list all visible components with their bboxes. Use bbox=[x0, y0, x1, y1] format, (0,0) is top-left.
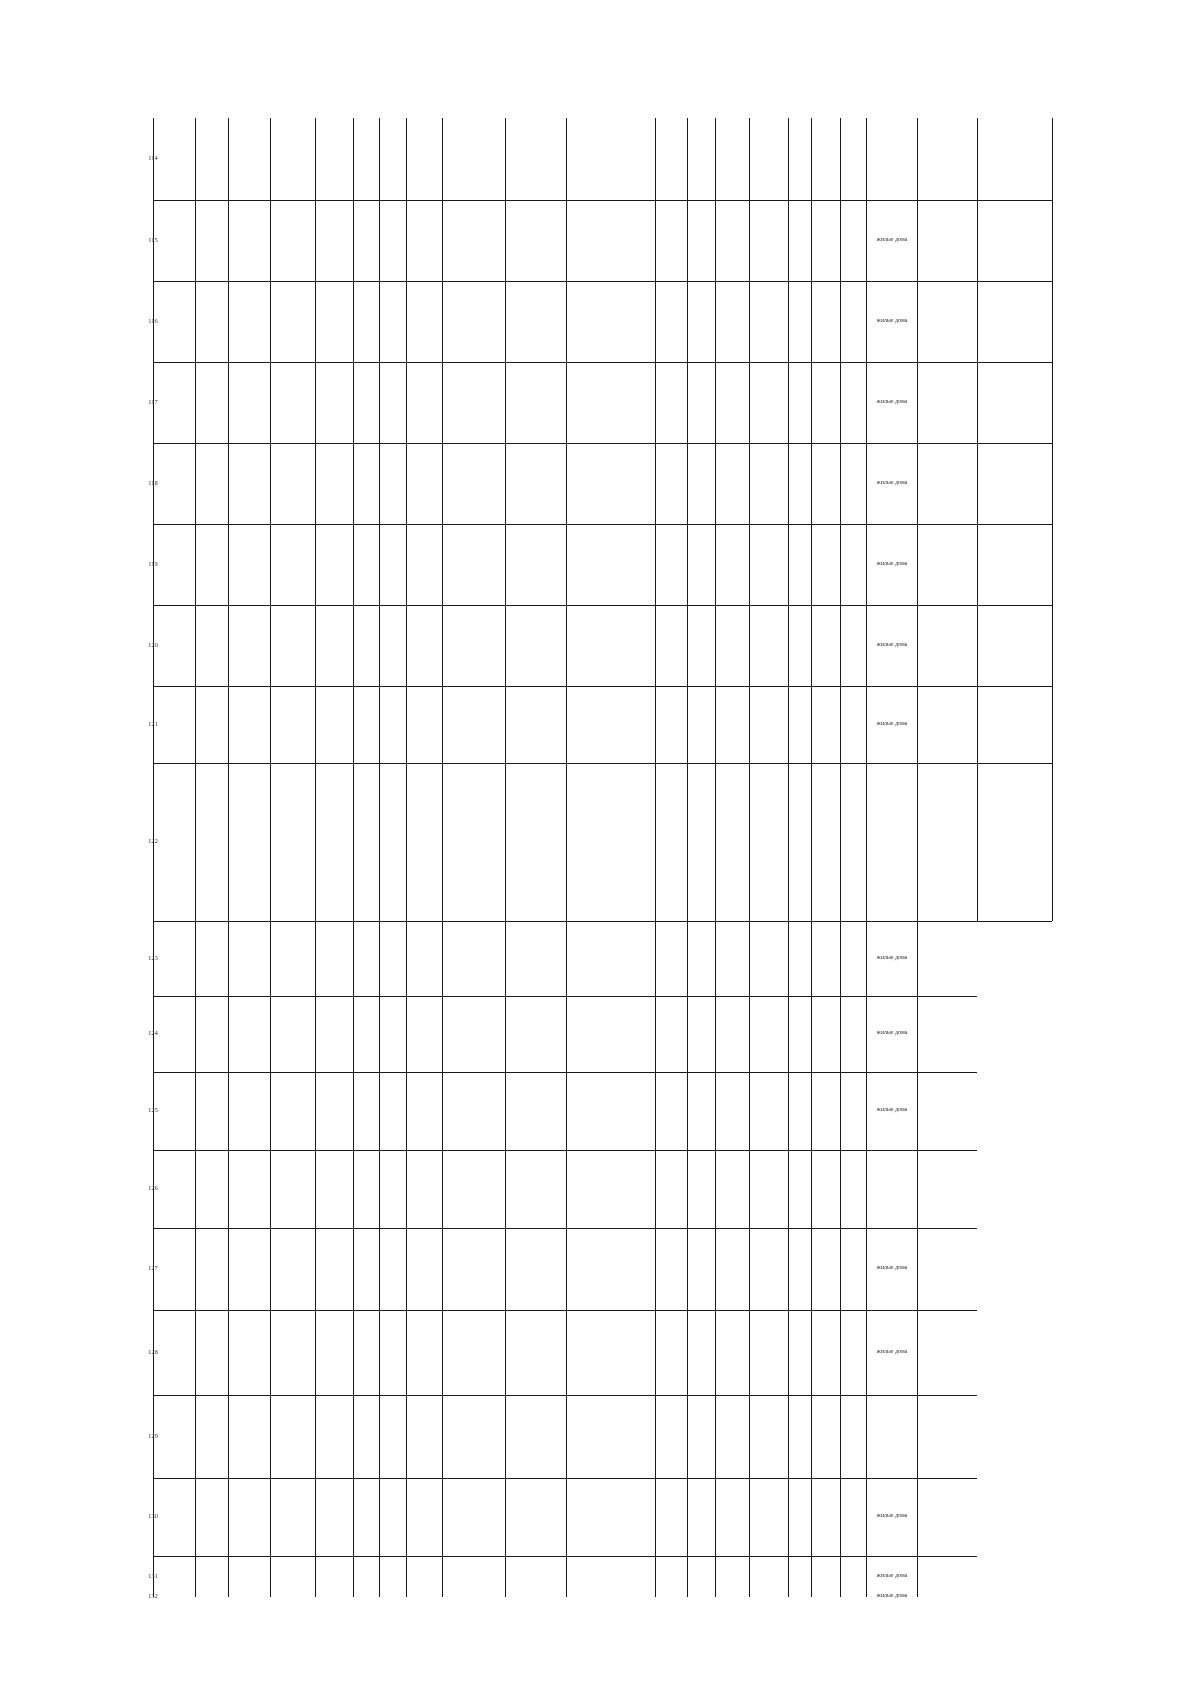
emission-sources: жилые дома bbox=[876, 236, 908, 243]
emission-sources: жилые дома bbox=[876, 479, 908, 486]
column-divider bbox=[315, 118, 316, 1597]
column-divider bbox=[270, 118, 271, 1597]
column-divider bbox=[1052, 118, 1053, 921]
row-divider bbox=[153, 1072, 977, 1073]
column-divider bbox=[749, 118, 750, 1597]
row-divider bbox=[153, 1478, 977, 1479]
column-divider bbox=[917, 118, 918, 1597]
column-divider bbox=[866, 118, 867, 1597]
emission-sources: жилые дома bbox=[876, 1348, 908, 1355]
row-divider bbox=[153, 605, 1052, 606]
column-divider bbox=[195, 118, 196, 1597]
column-divider bbox=[153, 118, 154, 1597]
emission-sources: жилые дома bbox=[876, 954, 908, 961]
emission-sources: жилые дома bbox=[876, 1107, 908, 1113]
row-number: 125 bbox=[148, 1107, 158, 1114]
emission-sources: жилые дома bbox=[876, 560, 908, 567]
row-number: 118 bbox=[148, 479, 158, 487]
row-number: 119 bbox=[148, 560, 158, 568]
column-divider bbox=[715, 118, 716, 1597]
row-number: 121 bbox=[148, 720, 158, 728]
row-divider bbox=[153, 1310, 977, 1311]
row-number: 128 bbox=[148, 1348, 158, 1356]
row-divider bbox=[153, 1556, 977, 1557]
emission-sources: жилые дома bbox=[876, 317, 908, 324]
row-divider bbox=[153, 1395, 977, 1396]
column-divider bbox=[406, 118, 407, 1597]
emission-sources: жилые дома bbox=[876, 1030, 908, 1036]
row-number: 127 bbox=[148, 1265, 158, 1272]
emission-sources: жилые дома bbox=[876, 1265, 908, 1271]
row-divider bbox=[153, 1150, 977, 1151]
emission-sources: жилые дома bbox=[876, 398, 908, 405]
column-divider bbox=[811, 118, 812, 1597]
column-divider bbox=[655, 118, 656, 1597]
row-number: 132 bbox=[148, 1593, 158, 1600]
row-number: 124 bbox=[148, 1030, 158, 1037]
row-number: 130 bbox=[148, 1513, 158, 1520]
column-divider bbox=[788, 118, 789, 1597]
row-divider bbox=[153, 524, 1052, 525]
emission-sources: жилые дома bbox=[876, 641, 908, 648]
row-number: 115 bbox=[148, 236, 158, 244]
column-divider bbox=[687, 118, 688, 1597]
column-divider bbox=[379, 118, 380, 1597]
row-number: 123 bbox=[148, 954, 158, 962]
column-divider bbox=[566, 118, 567, 1597]
column-divider bbox=[228, 118, 229, 1597]
row-number: 129 bbox=[148, 1432, 158, 1440]
column-divider bbox=[353, 118, 354, 1597]
row-divider bbox=[153, 763, 1052, 764]
row-divider bbox=[153, 281, 1052, 282]
emission-sources: жилые дома bbox=[876, 1513, 908, 1519]
row-number: 120 bbox=[148, 641, 158, 649]
column-divider bbox=[442, 118, 443, 1597]
row-divider bbox=[153, 1228, 977, 1229]
row-number: 131 bbox=[148, 1572, 158, 1580]
row-number: 122 bbox=[148, 838, 158, 845]
row-divider bbox=[153, 921, 1052, 922]
emission-sources: жилые дома bbox=[876, 1572, 908, 1579]
row-divider bbox=[153, 996, 977, 997]
row-number: 126 bbox=[148, 1185, 158, 1192]
row-divider bbox=[153, 443, 1052, 444]
row-number: 116 bbox=[148, 317, 158, 325]
row-number: 117 bbox=[148, 398, 158, 406]
column-divider bbox=[977, 118, 978, 921]
emission-sources: жилые дома bbox=[876, 720, 908, 727]
row-divider bbox=[153, 362, 1052, 363]
column-divider bbox=[840, 118, 841, 1597]
row-divider bbox=[153, 200, 1052, 201]
row-divider bbox=[153, 686, 1052, 687]
row-number: 114 bbox=[148, 155, 158, 162]
emission-sources: жилые дома bbox=[876, 1593, 908, 1599]
column-divider bbox=[505, 118, 506, 1597]
